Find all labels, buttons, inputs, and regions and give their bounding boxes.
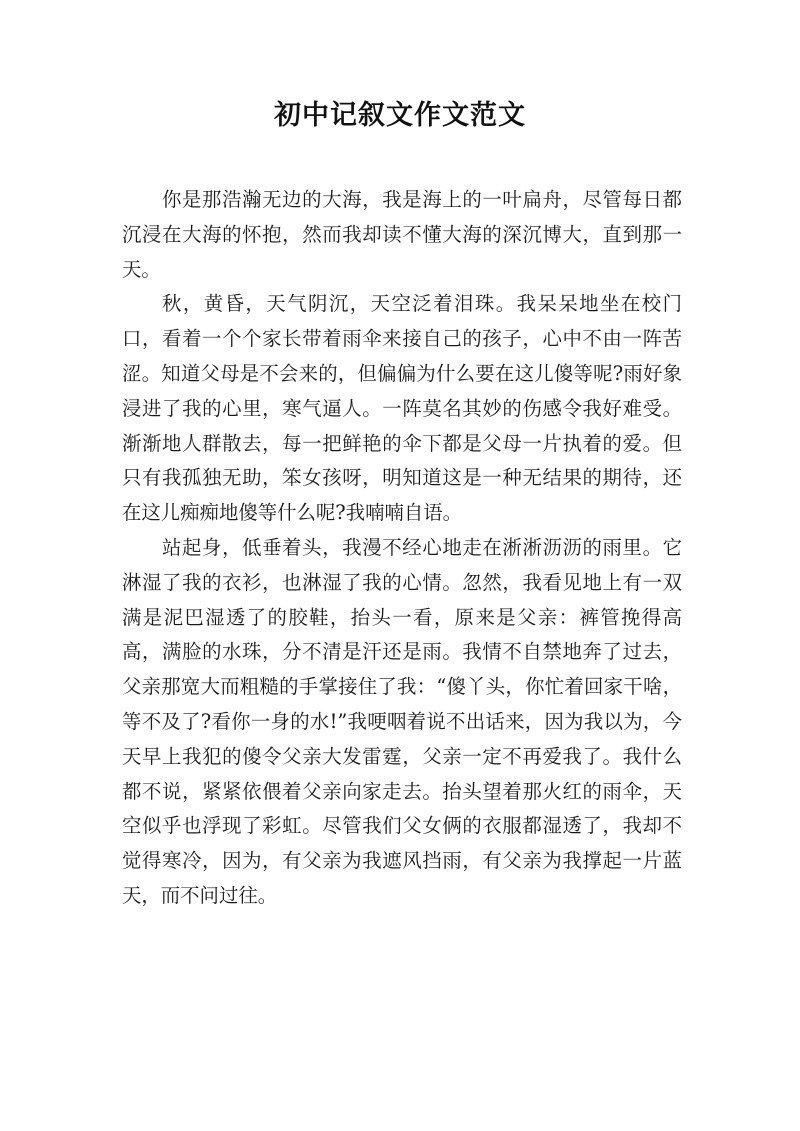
- document-title: 初中记叙文作文范文: [274, 100, 526, 131]
- paragraph-3: 站起身，低垂着头，我漫不经心地走在淅淅沥沥的雨里。它淋湿了我的衣衫，也淋湿了我的心情。忽然，我看见地上有一双满是泥巴湿透了的胶鞋，抬头一看，原来是父亲：裤管挽得高高，满脸的水珠，分不清是汗还是雨。我情不自禁地奔了过去，父亲那宽大而粗糙的手掌接住了我：“傻丫头，你忙着回家干啥，等不及了?看你一身的水!”我哽咽着说不出话来，因为我以为，今天早上我犯的傻令父亲大发雷霆，父亲一定不再爱我了。我什么都不说，紧紧依偎着父亲向家走去。抬头望着那火红的雨伞，天空似乎也浮现了彩虹。尽管我们父女俩的衣服都湿透了，我却不觉得寒冷，因为，有父亲为我遮风挡雨，有父亲为我撑起一片蓝天，而不问过往。: [122, 535, 682, 907]
- document-body: [122, 183, 682, 914]
- paragraph-1: 你是那浩瀚无边的大海，我是海上的一叶扁舟，尽管每日都沉浸在大海的怀抱，然而我却读不懂大海的深沉博大，直到那一天。: [122, 188, 682, 281]
- paragraph-2: 秋，黄昏，天气阴沉，天空泛着泪珠。我呆呆地坐在校门口，看着一个个家长带着雨伞来接自己的孩子，心中不由一阵苦涩。知道父母是不会来的，但偏偏为什么要在这儿傻等呢?雨好象浸进了我的心里，寒气逼人。一阵莫名其妙的伤感令我好难受。渐渐地人群散去，每一把鲜艳的伞下都是父母一片执着的爱。但只有我孤独无助，笨女孩呀，明知道这是一种无结果的期待，还在这儿痴痴地傻等什么呢?我喃喃自语。: [122, 292, 682, 525]
